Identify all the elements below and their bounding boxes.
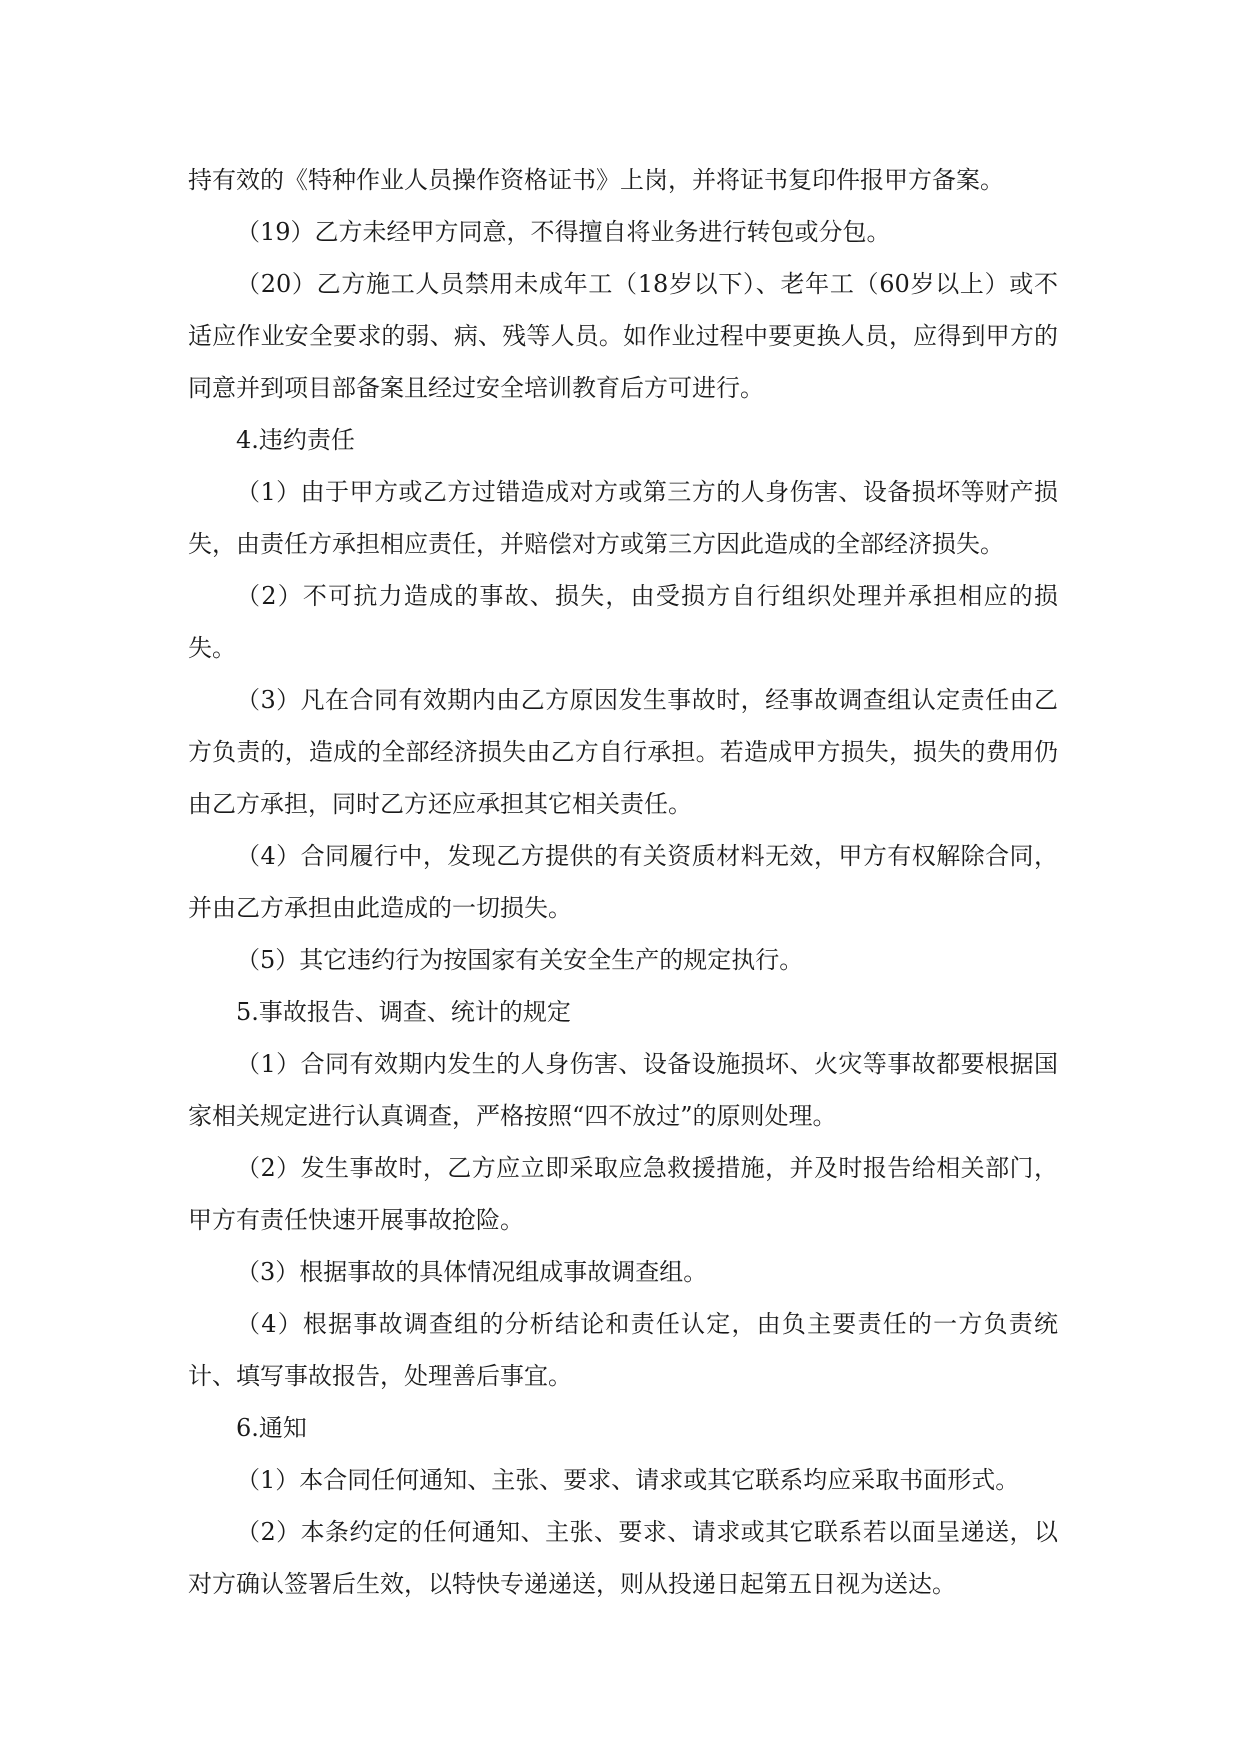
paragraph-notice-2: （2）本条约定的任何通知、主张、要求、请求或其它联系若以面呈递送，以对方确认签署后生效，以特快专递递送，则从投递日起第五日视为送达。 [188,1518,1058,1598]
paragraph-accident-1: （1）合同有效期内发生的人身伤害、设备设施损坏、火灾等事故都要根据国家相关规定进行认真调查，严格按照“四不放过”的原则处理。 [188,1050,1058,1130]
section-heading-accident-report: 5.事故报告、调查、统计的规定 [236,998,571,1026]
paragraph-liability-5: （5）其它违约行为按国家有关安全生产的规定执行。 [236,946,804,974]
paragraph-notice-1: （1）本合同任何通知、主张、要求、请求或其它联系均应采取书面形式。 [236,1466,1020,1494]
paragraph-liability-3: （3）凡在合同有效期内由乙方原因发生事故时，经事故调查组认定责任由乙方负责的，造成的全部经济损失由乙方自行承担。若造成甲方损失，损失的费用仍由乙方承担，同时乙方还应承担其它相关责任。 [188,686,1058,818]
paragraph-accident-2: （2）发生事故时，乙方应立即采取应急救援措施，并及时报告给相关部门，甲方有责任快速开展事故抢险。 [188,1154,1058,1234]
paragraph-liability-1: （1）由于甲方或乙方过错造成对方或第三方的人身伤害、设备损坏等财产损失，由责任方承担相应责任，并赔偿对方或第三方因此造成的全部经济损失。 [188,478,1058,558]
section-heading-notice: 6.通知 [236,1414,307,1442]
paragraph-accident-4: （4）根据事故调查组的分析结论和责任认定，由负主要责任的一方负责统计、填写事故报告，处理善后事宜。 [188,1310,1058,1390]
document-body [188,154,1058,1610]
paragraph-liability-2: （2）不可抗力造成的事故、损失，由受损方自行组织处理并承担相应的损失。 [188,582,1058,662]
paragraph-continuation: 持有效的《特种作业人员操作资格证书》上岗，并将证书复印件报甲方备案。 [188,166,1004,194]
section-heading-breach-liability: 4.违约责任 [236,426,355,454]
paragraph-clause-19: （19）乙方未经甲方同意，不得擅自将业务进行转包或分包。 [236,218,891,246]
paragraph-clause-20: （20）乙方施工人员禁用未成年工（18岁以下）、老年工（60岁以上）或不适应作业安全要求的弱、病、残等人员。如作业过程中要更换人员，应得到甲方的同意并到项目部备案且经过安全培训教育后方可进行。 [188,270,1058,402]
paragraph-accident-3: （3）根据事故的具体情况组成事故调查组。 [236,1258,708,1286]
paragraph-liability-4: （4）合同履行中，发现乙方提供的有关资质材料无效，甲方有权解除合同，并由乙方承担由此造成的一切损失。 [188,842,1058,922]
